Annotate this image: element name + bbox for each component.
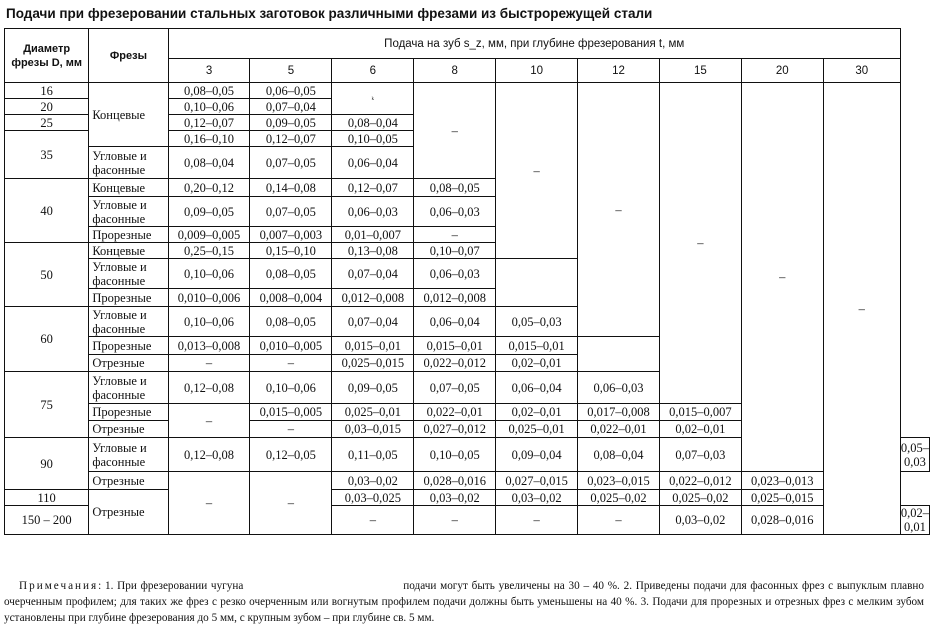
cutter-type-cell: Концевые	[89, 179, 168, 197]
diameter-cell: 75	[5, 372, 89, 438]
table-cell: 0,015–0,01	[496, 337, 578, 355]
cutter-type-cell: Угловые и фасонные	[89, 372, 168, 404]
table-cell: 0,07–0,04	[250, 99, 332, 115]
table-cell: 0,09–0,05	[250, 115, 332, 131]
header-depth: 20	[741, 59, 823, 83]
table-cell: 0,03–0,02	[414, 490, 496, 506]
table-cell: 0,06–0,03	[414, 259, 496, 289]
table-cell: 0,02–0,01	[900, 506, 929, 534]
table-cell: 0,010–0,005	[250, 337, 332, 355]
header-depth: 15	[659, 59, 741, 83]
table-notes	[4, 578, 924, 626]
table-cell: 0,08–0,05	[250, 259, 332, 289]
table-cell: 0,10–0,05	[332, 131, 414, 147]
table-cell: 0,10–0,06	[168, 259, 250, 289]
table-cell: 0,025–0,015	[332, 355, 414, 372]
table-cell: 0,027–0,012	[414, 421, 496, 438]
dash-cell: –	[250, 421, 332, 438]
table-cell: 0,03–0,02	[659, 506, 741, 535]
feed-table-wrapper	[4, 28, 930, 535]
diameter-cell: 20	[5, 99, 89, 115]
table-cell: 0,025–0,02	[578, 490, 660, 506]
table-cell: 0,10–0,05	[414, 438, 496, 472]
dash-cell: –	[659, 83, 741, 404]
table-cell: 0,022–0,012	[659, 472, 741, 490]
header-depth: 30	[823, 59, 900, 83]
table-cell: 0,09–0,05	[332, 372, 414, 404]
table-cell: 0,07–0,05	[414, 372, 496, 404]
diameter-cell: 16	[5, 83, 89, 99]
table-cell: 0,02–0,01	[496, 404, 578, 421]
cutter-type-cell: Прорезные	[89, 337, 168, 355]
table-cell: 0,02–0,01	[496, 355, 578, 372]
dash-cell: –	[578, 506, 660, 535]
diameter-cell: 90	[5, 438, 89, 490]
dash-cell: –	[332, 506, 414, 535]
table-cell: 0,12–0,08	[168, 438, 250, 472]
table-cell: 0,022–0,01	[578, 421, 660, 438]
header-depth: 12	[578, 59, 660, 83]
table-cell: 0,06–0,03	[414, 197, 496, 227]
cutter-type-cell: Угловые и фасонные	[89, 307, 168, 337]
header-feed: Подача на зуб s_z, мм, при глубине фрезерования t, мм	[168, 29, 900, 59]
table-cell: 0,09–0,05	[168, 197, 250, 227]
cutter-type-cell: Прорезные	[89, 404, 168, 421]
dash-cell: –	[578, 83, 660, 337]
table-cell: 0,05–0,03	[496, 307, 578, 337]
table-cell: 0,03–0,02	[332, 472, 414, 490]
dash-cell: –	[168, 472, 250, 535]
header-diameter: Диаметр фрезы D, мм	[5, 29, 89, 83]
notes-label: Примечания	[19, 580, 99, 592]
table-cell: 0,10–0,06	[250, 372, 332, 404]
dash-cell: –	[414, 506, 496, 535]
dash-cell: –	[741, 83, 823, 472]
table-cell: 0,03–0,025	[332, 490, 414, 506]
table-cell: 0,008–0,004	[250, 289, 332, 307]
table-cell: 0,07–0,05	[250, 147, 332, 179]
header-depth: 3	[168, 59, 250, 83]
notes-part1: : 1. При фрезеровании чугуна	[98, 580, 244, 592]
diameter-cell: 60	[5, 307, 89, 372]
table-cell: 0,013–0,008	[168, 337, 250, 355]
notes-part2: подачи могут быть увеличены на 30 – 40 %. 2. Приведены подачи для фасонных фрез с выпуклым плавно очерченным профилем; для таких же фрез с резко очерченным или вогнутым профилем подачи должны быть уменьшены на 40 %. 3. Подачи для прорезных и отрезных фрез с мелким зубом установлены при глубине фрезерования до 5 мм, с крупным зубом – при глубине св. 5 мм.	[4, 580, 924, 624]
table-cell: 0,03–0,015	[332, 421, 414, 438]
table-cell: 0,10–0,06	[168, 307, 250, 337]
diameter-cell: 50	[5, 243, 89, 307]
dash-cell: –	[168, 355, 250, 372]
feed-table	[4, 28, 930, 535]
table-cell: 0,06–0,04	[496, 372, 578, 404]
dash-cell: –	[414, 227, 496, 243]
cutter-type-cell: Отрезные	[89, 472, 168, 490]
table-cell: 0,14–0,08	[250, 179, 332, 197]
table-cell: 0,06–0,04	[332, 147, 414, 179]
table-cell: 0,022–0,01	[414, 404, 496, 421]
table-cell: 0,025–0,01	[496, 421, 578, 438]
table-cell: 0,009–0,005	[168, 227, 250, 243]
cutter-type-cell: Угловые и фасонные	[89, 147, 168, 179]
cutter-type-cell: Отрезные	[89, 421, 168, 438]
table-cell: 0,12–0,08	[168, 372, 250, 404]
table-cell: 0,023–0,013	[741, 472, 823, 490]
table-cell: 0,03–0,02	[496, 490, 578, 506]
cutter-type-cell: Концевые	[89, 83, 168, 147]
table-cell: 0,015–0,007	[659, 404, 741, 421]
table-cell: 0,12–0,07	[168, 115, 250, 131]
table-cell: 0,022–0,012	[414, 355, 496, 372]
dash-cell: –	[250, 355, 332, 372]
diameter-cell: 110	[5, 490, 89, 506]
table-cell: 0,05–0,03	[900, 438, 929, 472]
table-cell: 0,012–0,008	[332, 289, 414, 307]
cutter-type-cell: Угловые и фасонные	[89, 197, 168, 227]
table-title: Подачи при фрезеровании стальных заготовок различными фрезами из быстрорежущей стали	[6, 6, 653, 21]
table-cell: 0,12–0,07	[250, 131, 332, 147]
header-cutters: Фрезы	[89, 29, 168, 83]
table-cell: 0,01–0,007	[332, 227, 414, 243]
table-cell: 0,06–0,05	[250, 83, 332, 99]
diameter-cell: 25	[5, 115, 89, 131]
cutter-type-cell: Угловые и фасонные	[89, 259, 168, 289]
table-cell: 0,06–0,03	[332, 197, 414, 227]
dash-cell: –	[414, 83, 496, 179]
table-cell: 0,08–0,05	[414, 179, 496, 197]
cutter-type-cell: Прорезные	[89, 289, 168, 307]
table-cell: 0,16–0,10	[168, 131, 250, 147]
table-cell: 0,023–0,015	[578, 472, 660, 490]
table-cell: 0,02–0,01	[659, 421, 741, 438]
table-cell: 0,07–0,05	[250, 197, 332, 227]
diameter-cell: 150 – 200	[5, 506, 89, 535]
cutter-type-cell: Отрезные	[89, 355, 168, 372]
table-cell: 0,025–0,01	[332, 404, 414, 421]
table-cell: 0,07–0,03	[659, 438, 741, 472]
table-cell: 0,015–0,01	[332, 337, 414, 355]
dash-cell: –	[496, 83, 578, 259]
dash-cell: –	[250, 472, 332, 535]
table-cell: 0,012–0,008	[414, 289, 496, 307]
dash-cell: –	[496, 506, 578, 535]
table-cell: 0,08–0,05	[250, 307, 332, 337]
table-cell: 0,20–0,12	[168, 179, 250, 197]
diameter-cell: 40	[5, 179, 89, 243]
table-cell: 0,06–0,04	[414, 307, 496, 337]
table-cell: 0,017–0,008	[578, 404, 660, 421]
table-cell: 0,025–0,02	[659, 490, 741, 506]
cutter-type-cell: Прорезные	[89, 227, 168, 243]
table-cell: 0,07–0,04	[332, 259, 414, 289]
table-cell: 0,028–0,016	[414, 472, 496, 490]
cutter-type-cell: Концевые	[89, 243, 168, 259]
table-cell: 0,015–0,01	[414, 337, 496, 355]
table-cell: 0,007–0,003	[250, 227, 332, 243]
header-depth: 10	[496, 59, 578, 83]
dash-cell: –	[823, 83, 900, 535]
table-cell: 0,08–0,04	[168, 147, 250, 179]
table-cell: 0,10–0,07	[414, 243, 496, 259]
table-cell: 0,06–0,03	[578, 372, 660, 404]
table-cell: 0,12–0,07	[332, 179, 414, 197]
diameter-cell: 35	[5, 131, 89, 179]
table-cell: 0,12–0,05	[250, 438, 332, 472]
table-cell: 0,10–0,06	[168, 99, 250, 115]
header-depth: 5	[250, 59, 332, 83]
empty-cell: ᵏ	[332, 83, 414, 115]
table-cell: 0,08–0,04	[332, 115, 414, 131]
header-depth: 8	[414, 59, 496, 83]
table-cell: 0,015–0,005	[250, 404, 332, 421]
cutter-type-cell: Угловые и фасонные	[89, 438, 168, 472]
table-cell: 0,25–0,15	[168, 243, 250, 259]
table-cell: 0,15–0,10	[250, 243, 332, 259]
cutter-type-cell: Отрезные	[89, 490, 168, 535]
table-cell: 0,09–0,04	[496, 438, 578, 472]
header-depth: 6	[332, 59, 414, 83]
dash-cell: –	[168, 404, 250, 438]
table-cell: 0,025–0,015	[741, 490, 823, 506]
table-cell: 0,07–0,04	[332, 307, 414, 337]
table-cell: 0,010–0,006	[168, 289, 250, 307]
table-cell: 0,08–0,04	[578, 438, 660, 472]
table-cell: 0,08–0,05	[168, 83, 250, 99]
table-cell: 0,027–0,015	[496, 472, 578, 490]
table-cell: 0,11–0,05	[332, 438, 414, 472]
table-cell: 0,028–0,016	[741, 506, 823, 535]
table-cell: 0,13–0,08	[332, 243, 414, 259]
